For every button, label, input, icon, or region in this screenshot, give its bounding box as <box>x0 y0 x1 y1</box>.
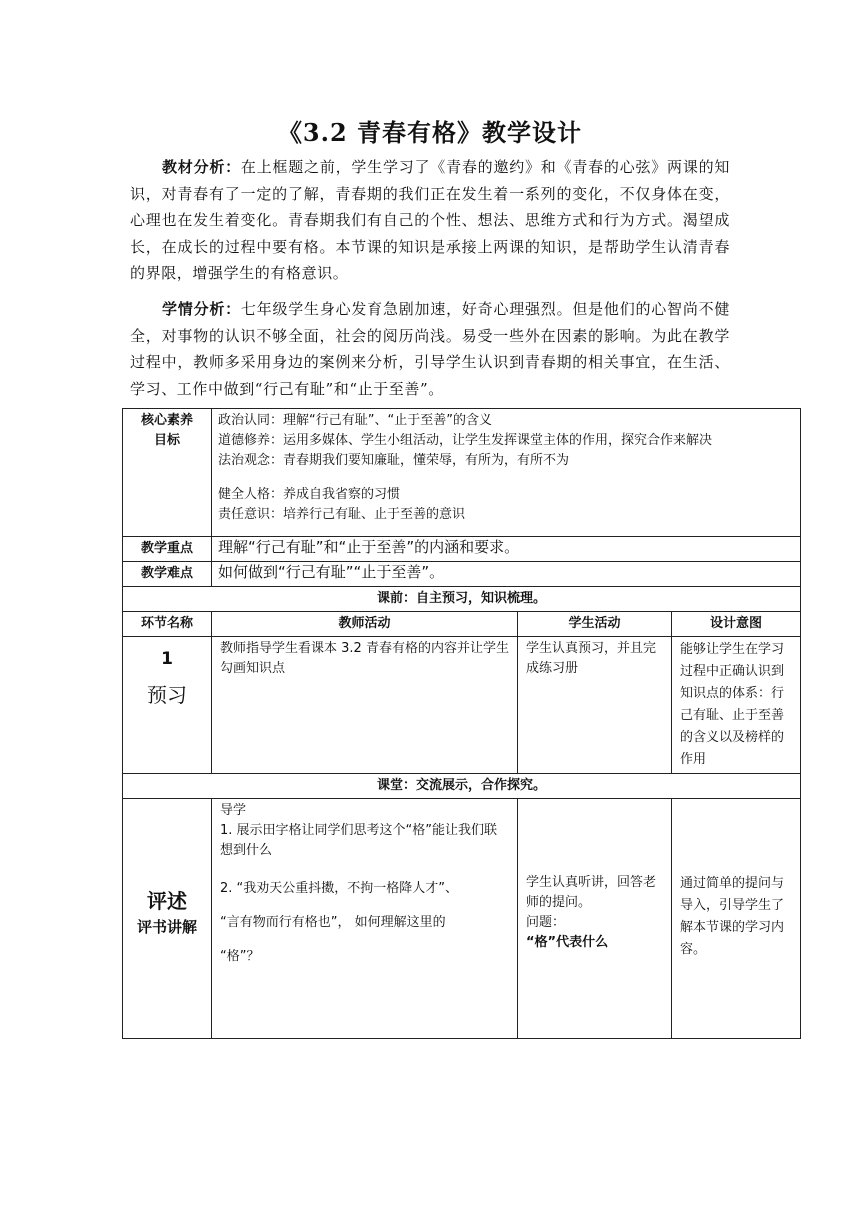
review-student-activity <box>518 799 672 1039</box>
preview-student-activity: 学生认真预习，并且完成练习册 <box>518 637 672 774</box>
lesson-plan-table <box>122 408 801 1039</box>
header-teacher-activity: 教师活动 <box>212 612 518 637</box>
review-name: 评述 <box>147 889 187 913</box>
pre-class-row <box>123 587 801 612</box>
review-design-intent: 通过简单的提问与导入，引导学生了解本节课的学习内容。 <box>672 799 801 1039</box>
core-literacy-content <box>212 409 801 537</box>
review-teacher-activity <box>212 799 518 1039</box>
core-item-personality: 健全人格：养成自我省察的习惯 <box>218 487 401 502</box>
preview-teacher-activity: 教师指导学生看课本 3.2 青春有格的内容并让学生勾画知识点 <box>212 637 518 774</box>
header-design-intent: 设计意图 <box>672 612 801 637</box>
teaching-focus-text: 理解“行己有耻”和“止于至善”的内涵和要求。 <box>212 537 801 562</box>
in-class-row <box>123 774 801 799</box>
review-stage-cell <box>123 799 212 1039</box>
review-subname: 评书讲解 <box>136 918 197 936</box>
teaching-difficulty-row <box>123 562 801 587</box>
textbook-analysis-label: 教材分析： <box>162 158 241 176</box>
in-class-heading: 课堂：交流展示，合作探究。 <box>123 774 801 799</box>
review-teacher-line-5: “格”？ <box>220 949 260 964</box>
textbook-analysis-text: 在上框题之前，学生学习了《青春的邀约》和《青春的心弦》两课的知识，对青春有了一定的了解，青春期的我们正在发生着一系列的变化，不仅身体在变，心理也在发生着变化。青春期我们有自己的个性、想法、思维方式和行为方式。渴望成长，在成长的过程中要有格。本节课的知识是承接上两课的知识，是帮助学生认清青春的界限，增强学生的有格意识。 <box>130 158 730 282</box>
core-literacy-label-cell <box>123 409 212 537</box>
core-item-responsibility: 责任意识：培养行己有耻、止于至善的意识 <box>218 507 466 522</box>
teaching-focus-label: 教学重点 <box>123 537 212 562</box>
core-literacy-label-1: 核心素养 <box>140 413 193 428</box>
textbook-analysis-paragraph <box>130 154 730 287</box>
student-analysis-paragraph <box>130 296 730 402</box>
review-student-line-1: 学生认真听讲，回答老师的提问。 <box>526 875 657 910</box>
review-teacher-line-4: “言有物而行有格也”， 如何理解这里的 <box>220 915 446 930</box>
review-row <box>123 799 801 1039</box>
teaching-focus-row <box>123 537 801 562</box>
review-teacher-line-1: 导学 <box>220 803 247 818</box>
header-student-activity: 学生活动 <box>518 612 672 637</box>
review-teacher-line-2: 1. 展示田字格让同学们思考这个“格”能让我们联想到什么 <box>220 823 498 858</box>
student-analysis-text: 七年级学生身心发育急剧加速，好奇心理强烈。但是他们的心智尚不健全，对事物的认识不够全面，社会的阅历尚浅。易受一些外在因素的影响。为此在教学过程中，教师多采用身边的案例来分析，引导学生认识到青春期的相关事宜，在生活、学习、工作中做到“行己有耻”和“止于至善”。 <box>130 300 730 398</box>
header-row <box>123 612 801 637</box>
core-item-political: 政治认同：理解“行己有耻”、“止于至善”的含义 <box>218 413 492 428</box>
preview-stage-cell <box>123 637 212 774</box>
preview-number: 1 <box>161 649 173 669</box>
preview-design-intent: 能够让学生在学习过程中正确认识到知识点的体系：行己有耻、止于至善的含义以及榜样的作用 <box>672 637 801 774</box>
preview-name: 预习 <box>147 683 187 707</box>
header-stage-name: 环节名称 <box>123 612 212 637</box>
student-analysis-label: 学情分析： <box>162 300 241 318</box>
core-literacy-label-2: 目标 <box>153 433 180 448</box>
review-student-line-3: “格”代表什么 <box>526 935 609 950</box>
core-item-moral: 道德修养：运用多媒体、学生小组活动，让学生发挥课堂主体的作用，探究合作来解决 <box>218 433 713 448</box>
core-item-legal: 法治观念：青春期我们要知廉耻，懂荣辱，有所为，有所不为 <box>218 453 570 468</box>
teaching-difficulty-text: 如何做到“行己有耻”“止于至善”。 <box>212 562 801 587</box>
review-student-line-2: 问题： <box>526 915 566 930</box>
preview-row <box>123 637 801 774</box>
document-title: 《3.2 青春有格》教学设计 <box>277 118 583 147</box>
core-literacy-row <box>123 409 801 537</box>
review-teacher-line-3: 2. “我劝天公重抖擞，不拘一格降人才”、 <box>220 881 459 896</box>
pre-class-heading: 课前：自主预习，知识梳理。 <box>123 587 801 612</box>
teaching-difficulty-label: 教学难点 <box>123 562 212 587</box>
